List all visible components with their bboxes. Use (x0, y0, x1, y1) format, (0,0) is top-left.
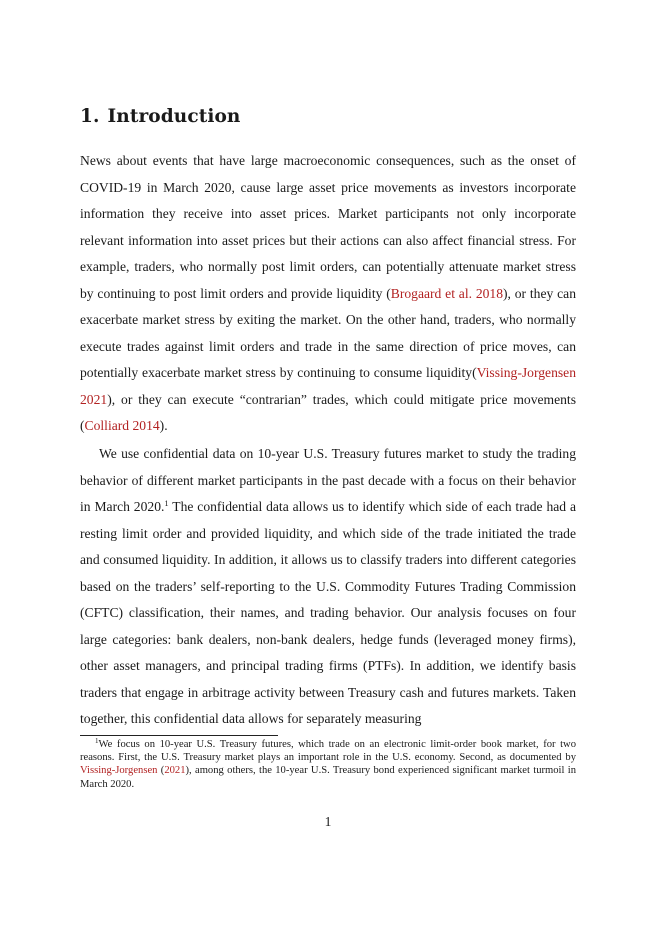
paragraph-text: The confidential data allows us to identify which side of each trade had a resting limit order and provided liquidity, and which side of the trade initiated the trade and consumed liquidity. In addition, it allows us to classify traders into different categories based on the traders’ self-reporting to the U.S. Commodity Futures Trading Commission (CFTC) classification, their names, and trading behavior. Our analysis focuses on four large categories: bank dealers, non-bank dealers, hedge funds (leveraged money firms), other asset managers, and principal trading firms (PTFs). In addition, we identify basis traders that engage in arbitrage activity between Treasury cash and futures markets. Taken together, this confidential data allows for separately measuring (80, 499, 576, 726)
paragraph-text: ), or they can execute “contrarian” trades, which could mitigate price movements ( (80, 391, 576, 433)
footnote (80, 738, 576, 791)
intro-paragraph-1 (80, 148, 576, 440)
citation-link-colliard[interactable]: Colliard 2014 (84, 418, 160, 433)
intro-paragraph-2 (80, 441, 576, 733)
page-number: 1 (324, 814, 332, 829)
paragraph-text: News about events that have large macroeconomic consequences, such as the onset of COVID-19 in March 2020, cause large asset price movements as investors incorporate information they receive into asset prices. Market participants not only incorporate relevant information into asset prices but their actions can also affect financial stress. For example, traders, who normally post limit orders, can potentially attenuate market stress by continuing to post limit orders and provide liquidity ( (80, 153, 576, 301)
footnote-marker[interactable]: 1 (164, 498, 169, 508)
footnote-text: We focus on 10-year U.S. Treasury futures, which trade on an electronic limit-order book market, for two reasons. First, the U.S. Treasury market plays an important role in the U.S. economy. Second, as documented by (80, 739, 576, 764)
citation-link-vissing-jorgensen[interactable]: Vissing-Jorgensen 2021 (80, 365, 576, 407)
paragraph-text: ). (159, 418, 168, 433)
section-number: 1. (80, 106, 100, 127)
footnote-number: 1 (95, 737, 99, 745)
citation-link-brogaard[interactable]: Brogaard et al. 2018 (390, 285, 504, 301)
footnote-citation-year[interactable]: 2021 (164, 765, 186, 777)
section-title: Introduction (107, 106, 241, 127)
footnote-citation-author[interactable]: Vissing-Jorgensen (80, 765, 158, 777)
paragraph-text: We use confidential data on 10-year U.S. Treasury futures market to study the trading behavior of different market participants in the past decade with a focus on their behavior in March 2020. (80, 446, 576, 514)
section-heading (80, 106, 240, 127)
footnote-divider (80, 735, 278, 736)
footnote-text: ), among others, the 10-year U.S. Treasury bond experienced significant market turmoil in March 2020. (80, 765, 576, 790)
footnote-text: ( (157, 765, 165, 777)
paragraph-text: ), or they can exacerbate market stress by exiting the market. On the other hand, traders, who normally execute trades against limit orders and trade in the same direction of price moves, can potentially exacerbate market stress by continuing to consume liquidity( (80, 285, 576, 380)
